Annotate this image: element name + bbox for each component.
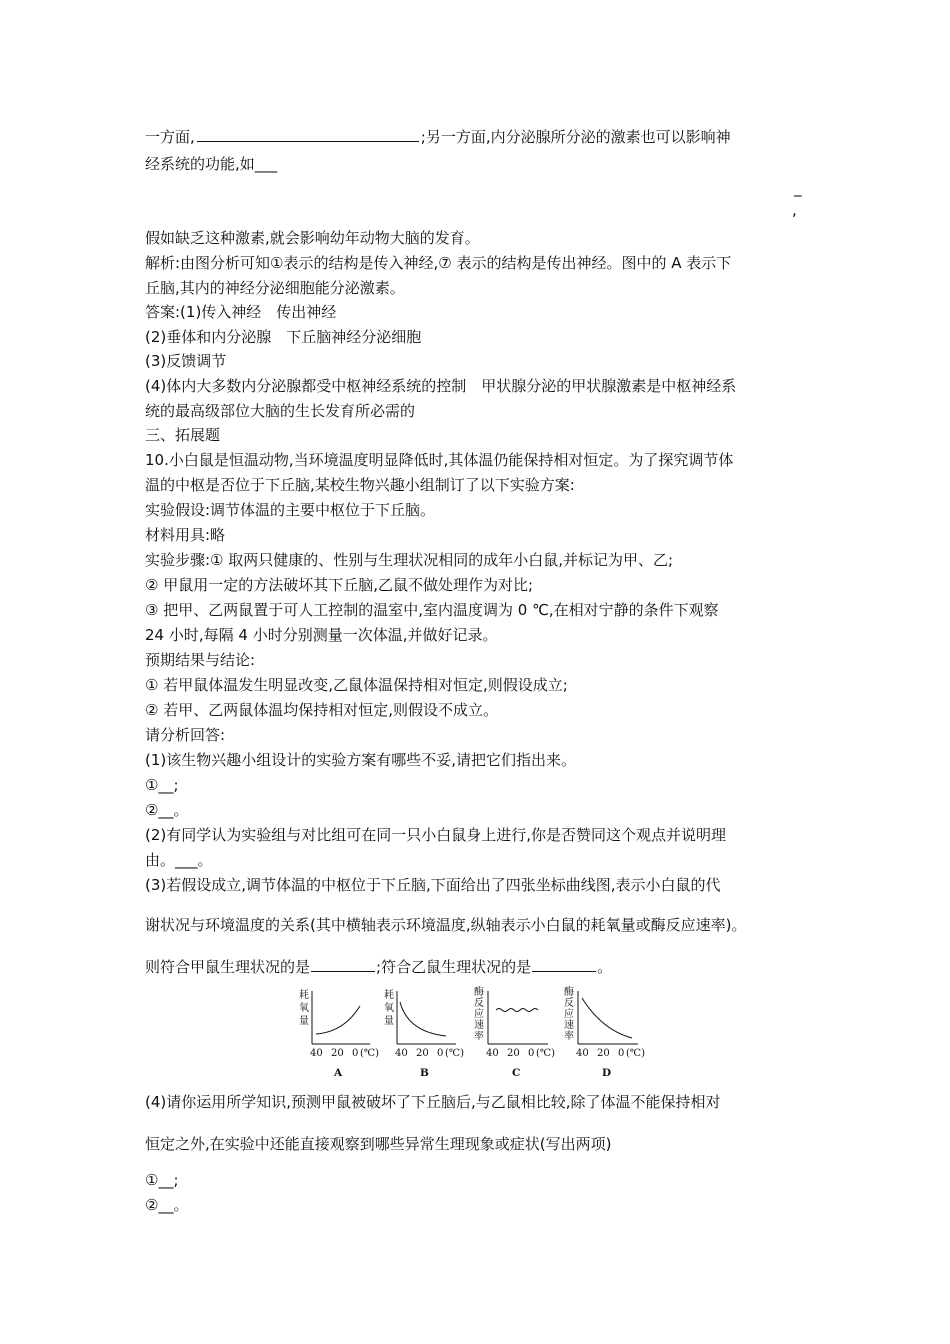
graph-label: C bbox=[512, 1067, 521, 1079]
y-label: 氧 bbox=[384, 1003, 394, 1014]
text-line: 24 小时,每隔 4 小时分别测量一次体温,并做好记录。 bbox=[145, 626, 498, 644]
text-line: 解析:由图分析可知①表示的结构是传入神经,⑦ 表示的结构是传出神经。图中的 A 表示下 bbox=[145, 254, 732, 272]
text-line: 统的最高级部位大脑的生长发育所必需的 bbox=[145, 402, 416, 420]
graph-C bbox=[474, 986, 555, 1079]
graph-B bbox=[384, 988, 464, 1079]
text-line: (3)若假设成立,调节体温的中枢位于下丘脑,下面给出了四张坐标曲线图,表示小白鼠的代 bbox=[145, 876, 721, 894]
stray-underscore: _ bbox=[794, 179, 802, 197]
text-line: (1)该生物兴趣小组设计的实验方案有哪些不妥,请把它们指出来。 bbox=[145, 751, 577, 769]
text-line: (2)垂体和内分泌腺 下丘脑神经分泌细胞 bbox=[145, 328, 422, 346]
text-line: ② 若甲、乙两鼠体温均保持相对恒定,则假设不成立。 bbox=[145, 701, 498, 719]
y-label: 氧 bbox=[299, 1003, 309, 1014]
y-label: 耗 bbox=[384, 990, 394, 1001]
text-line: ①__; bbox=[145, 776, 179, 794]
text-line: 实验步骤:① 取两只健康的、性别与生理状况相同的成年小白鼠,并标记为甲、乙; bbox=[145, 551, 674, 569]
x-tick: 0 bbox=[437, 1048, 444, 1059]
text-line: 丘脑,其内的神经分泌细胞能分泌激素。 bbox=[145, 279, 405, 297]
text-line: 则符合甲鼠生理状况的是 ;符合乙鼠生理状况的是 。 bbox=[145, 958, 613, 976]
text-line: 预期结果与结论: bbox=[145, 651, 256, 669]
x-unit: (℃) bbox=[626, 1048, 645, 1059]
curve-figure bbox=[296, 986, 660, 1082]
text-line: 10.小白鼠是恒温动物,当环境温度明显降低时,其体温仍能保持相对恒定。为了探究调节体 bbox=[145, 451, 734, 469]
text-line: 经系统的功能,如___ bbox=[145, 155, 278, 173]
text-line: (2)有同学认为实验组与对比组可在同一只小白鼠身上进行,你是否赞同这个观点并说明理 bbox=[145, 826, 727, 844]
y-label: 率 bbox=[564, 1031, 574, 1042]
curve-flat-wavy bbox=[496, 1009, 538, 1012]
y-label: 应 bbox=[564, 1009, 574, 1020]
text-line: ②__。 bbox=[145, 801, 189, 819]
x-tick: 20 bbox=[331, 1048, 344, 1059]
y-label: 速 bbox=[474, 1020, 484, 1031]
text-line: 答案:(1)传入神经 传出神经 bbox=[145, 303, 337, 321]
answer-blank bbox=[197, 127, 419, 142]
text-line: 材料用具:略 bbox=[145, 526, 226, 544]
x-tick: 20 bbox=[507, 1048, 520, 1059]
text-line: ① 若甲鼠体温发生明显改变,乙鼠体温保持相对恒定,则假设成立; bbox=[145, 676, 568, 694]
curve-rising bbox=[316, 1006, 360, 1034]
text-line: 温的中枢是否位于下丘脑,某校生物兴趣小组制订了以下实验方案: bbox=[145, 476, 575, 494]
graph-D bbox=[564, 986, 645, 1079]
text-line: 假如缺乏这种激素,就会影响幼年动物大脑的发育。 bbox=[145, 229, 480, 247]
x-unit: (℃) bbox=[360, 1048, 379, 1059]
y-label: 率 bbox=[474, 1031, 484, 1042]
graph-label: B bbox=[420, 1067, 429, 1079]
text-line: (4)请你运用所学知识,预测甲鼠被破坏了下丘脑后,与乙鼠相比较,除了体温不能保持相对 bbox=[145, 1093, 721, 1111]
y-label: 反 bbox=[474, 998, 484, 1009]
text-line: ② 甲鼠用一定的方法破坏其下丘脑,乙鼠不做处理作为对比; bbox=[145, 576, 534, 594]
graph-label: D bbox=[602, 1067, 612, 1079]
curve-falling bbox=[400, 1002, 446, 1036]
text-line: ②__。 bbox=[145, 1196, 189, 1214]
curve-falling bbox=[582, 998, 632, 1038]
text-line: 请分析回答: bbox=[145, 726, 226, 744]
text-line: 一方面, ;另一方面,内分泌腺所分泌的激素也可以影响神 bbox=[145, 128, 731, 146]
text-line: 由。___。 bbox=[145, 851, 213, 869]
x-tick: 40 bbox=[395, 1048, 408, 1059]
graph-label: A bbox=[334, 1067, 343, 1079]
y-label: 反 bbox=[564, 998, 574, 1009]
text-line: (4)体内大多数内分泌腺都受中枢神经系统的控制 甲状腺分泌的甲状腺激素是中枢神经系 bbox=[145, 377, 737, 395]
x-tick: 40 bbox=[310, 1048, 323, 1059]
y-label: 量 bbox=[299, 1016, 309, 1027]
x-tick: 20 bbox=[416, 1048, 429, 1059]
x-tick: 0 bbox=[618, 1048, 625, 1059]
x-unit: (℃) bbox=[536, 1048, 555, 1059]
text-line: 恒定之外,在实验中还能直接观察到哪些异常生理现象或症状(写出两项) bbox=[145, 1135, 612, 1153]
x-tick: 20 bbox=[597, 1048, 610, 1059]
text-line: 实验假设:调节体温的主要中枢位于下丘脑。 bbox=[145, 501, 436, 519]
y-label: 应 bbox=[474, 1009, 484, 1020]
text-line: ③ 把甲、乙两鼠置于可人工控制的温室中,室内温度调为 0 ℃,在相对宁静的条件下观察 bbox=[145, 601, 719, 619]
x-tick: 0 bbox=[352, 1048, 359, 1059]
text-line: ①__; bbox=[145, 1171, 179, 1189]
answer-blank bbox=[311, 957, 375, 972]
section-heading: 三、拓展题 bbox=[145, 426, 221, 444]
y-label: 速 bbox=[564, 1020, 574, 1031]
stray-comma: , bbox=[792, 201, 797, 219]
x-unit: (℃) bbox=[445, 1048, 464, 1059]
x-tick: 40 bbox=[486, 1048, 499, 1059]
answer-blank bbox=[532, 957, 596, 972]
graph-A bbox=[299, 988, 379, 1079]
text-line: (3)反馈调节 bbox=[145, 352, 227, 370]
y-label: 量 bbox=[384, 1016, 394, 1027]
x-tick: 0 bbox=[528, 1048, 535, 1059]
y-label: 酶 bbox=[474, 987, 484, 998]
y-label: 耗 bbox=[299, 990, 309, 1001]
text-line: 谢状况与环境温度的关系(其中横轴表示环境温度,纵轴表示小白鼠的耗氧量或酶反应速率)。 bbox=[145, 916, 747, 934]
curve-figure-svg bbox=[296, 986, 660, 1082]
y-label: 酶 bbox=[564, 987, 574, 998]
x-tick: 40 bbox=[576, 1048, 589, 1059]
